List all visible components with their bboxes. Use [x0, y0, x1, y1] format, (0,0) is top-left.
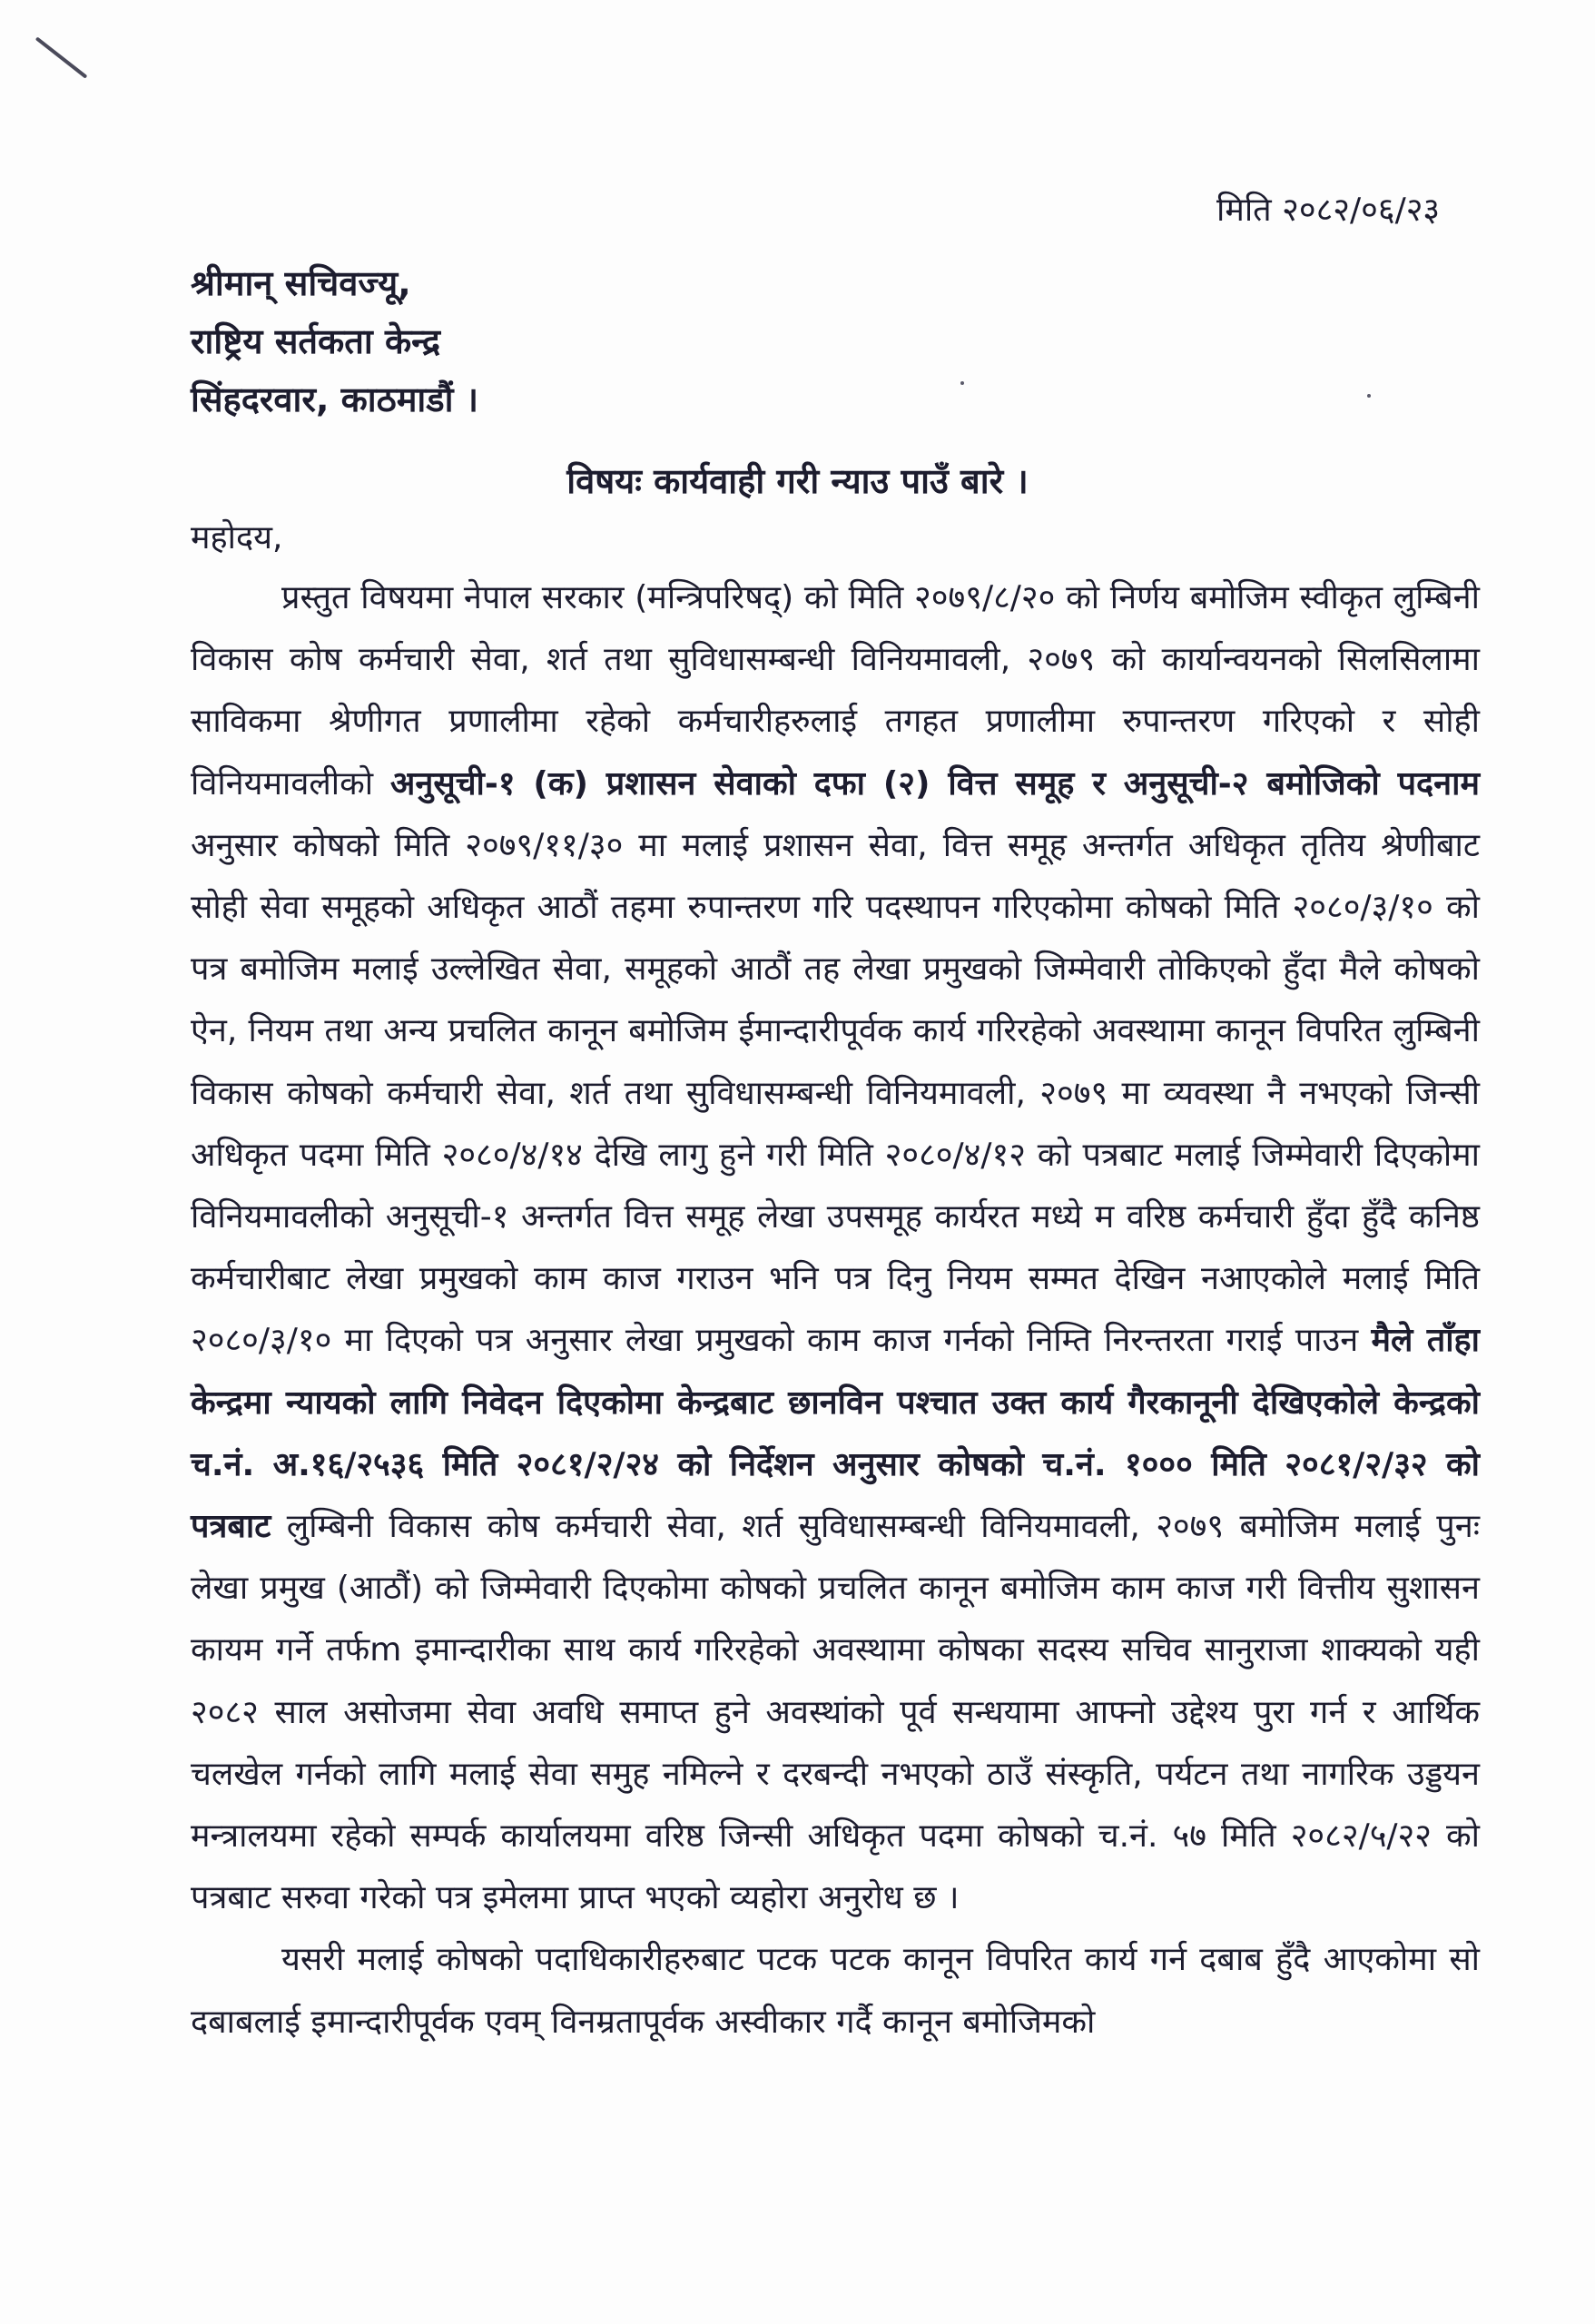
scan-dot	[1367, 394, 1371, 398]
recipient-address	[191, 254, 478, 428]
recipient-title: श्रीमान् सचिवज्यू,	[191, 263, 411, 303]
paragraph-1-text-c: लुम्बिनी विकास कोष कर्मचारी सेवा, शर्त सुविधासम्बन्धी विनियमावली, २०७९ बमोजिम मलाई पुनः लेखा प्रमुख (आठौं) को जिम्मेवारी दिएकोमा कोषको प्रचलित कानून बमोजिम काम काज गरी वित्तीय सुशासन कायम गर्ने तर्फm इमान्दारीका साथ कार्य गरिरहेको अवस्थामा कोषका सदस्य सचिव सानुराजा शाक्यको यही २०८२ साल असोजमा सेवा अवधि समाप्त हुने अवस्थांको पूर्व सन्धयामा आफ्नो उद्देश्य पुरा गर्न र आर्थिक चलखेल गर्नको लागि मलाई सेवा समुह नमिल्ने र दरबन्दी नभएको ठाउँ संस्कृति, पर्यटन तथा नागरिक उड्डयन मन्त्रालयमा रहेको सम्पर्क कार्यालयमा वरिष्ठ जिन्सी अधिकृत पदमा कोषको च.नं. ५७ मिति २०८२/५/२२ को पत्रबाट सरुवा गरेको पत्र इमेलमा प्राप्त भएको व्यहोरा अनुरोध छ ।	[191, 1508, 1480, 1917]
body-paragraph-2: यसरी मलाई कोषको पदाधिकारीहरुबाट पटक पटक कानून विपरित कार्य गर्न दबाब हुँदै आएकोमा सो दबाबलाई इमान्दारीपूर्वक एवम् विनम्रतापूर्वक अस्वीकार गर्दै कानून बमोजिमको	[191, 1941, 1480, 2041]
scan-dot	[960, 381, 964, 385]
recipient-location: सिंहदरवार, काठमाडौं ।	[191, 379, 479, 419]
salutation: महोदय,	[191, 519, 283, 556]
paragraph-1-text-b: अनुसार कोषको मिति २०७९/११/३० मा मलाई प्रशासन सेवा, वित्त समूह अन्तर्गत अधिकृत तृतिय श्रेणीबाट सोही सेवा समूहको अधिकृत आठौं तहमा रुपान्तरण गरि पदस्थापन गरिएकोमा कोषको मिति २०८०/३/१० को पत्र बमोजिम मलाई उल्लेखित सेवा, समूहको आठौं तह लेखा प्रमुखको जिम्मेवारी तोकिएको हुँदा मैले कोषको ऐन, नियम तथा अन्य प्रचलित कानून बमोजिम ईमान्दारीपूर्वक कार्य गरिरहेको अवस्थामा कानून विपरित लुम्बिनी विकास कोषको कर्मचारी सेवा, शर्त तथा सुविधासम्बन्धी विनियमावली, २०७९ मा व्यवस्था नै नभएको जिन्सी अधिकृत पदमा मिति २०८०/४/१४ देखि लागु हुने गरी मिति २०८०/४/१२ को पत्रबाट मलाई जिम्मेवारी दिएकोमा विनियमावलीको अनुसूची-१ अन्तर्गत वित्त समूह लेखा उपसमूह कार्यरत मध्ये म वरिष्ठ कर्मचारी हुँदा हुँदै कनिष्ठ कर्मचारीबाट लेखा प्रमुखको काम काज गराउन भनि पत्र दिनु नियम सम्मत देखिन नआएकोले मलाई मिति २०८०/३/१० मा दिएको पत्र अनुसार लेखा प्रमुखको काम काज गर्नको निम्ति निरन्तरता गराई पाउन	[191, 826, 1480, 1360]
scan-stroke-mark	[35, 36, 88, 78]
recipient-office: राष्ट्रिय सर्तकता केन्द्र	[191, 321, 441, 361]
letter-body	[191, 567, 1480, 2053]
paragraph-1-bold-a: अनुसूची-१ (क) प्रशासन सेवाको दफा (२) वित्त समूह र अनुसूची-२ बमोजिको पदनाम	[389, 764, 1480, 803]
paragraph-1-bold-b: मैले ताँहा केन्द्रमा न्यायको लागि निवेदन दिएकोमा केन्द्रबाट छानविन पश्चात उक्त कार्य गैरकानूनी देखिएकोले केन्द्रको च.नं. अ.१६/२५३६ मिति २०८१/२/२४ को निर्देशन अनुसार कोषको च.नं. १००० मिति २०८१/२/३२ को पत्रबाट	[191, 1322, 1480, 1546]
paragraph-1-text-a: प्रस्तुत विषयमा नेपाल सरकार (मन्त्रिपरिषद्) को मिति २०७९/८/२० को निर्णय बमोजिम स्वीकृत लुम्बिनी विकास कोष कर्मचारी सेवा, शर्त तथा सुविधासम्बन्धी विनियमावली, २०७९ को कार्यान्वयनको सिलसिलामा साविकमा श्रेणीगत प्रणालीमा रहेको कर्मचारीहरुलाई तगहत प्रणालीमा रुपान्तरण गरिएको र सोही विनियमावलीको	[191, 579, 1480, 803]
letter-date: मिति २०८२/०६/२३	[1216, 192, 1441, 229]
letter-subject: विषयः कार्यवाही गरी न्याउ पाउँ बारे ।	[566, 461, 1029, 501]
body-paragraph-1	[191, 567, 1480, 1929]
